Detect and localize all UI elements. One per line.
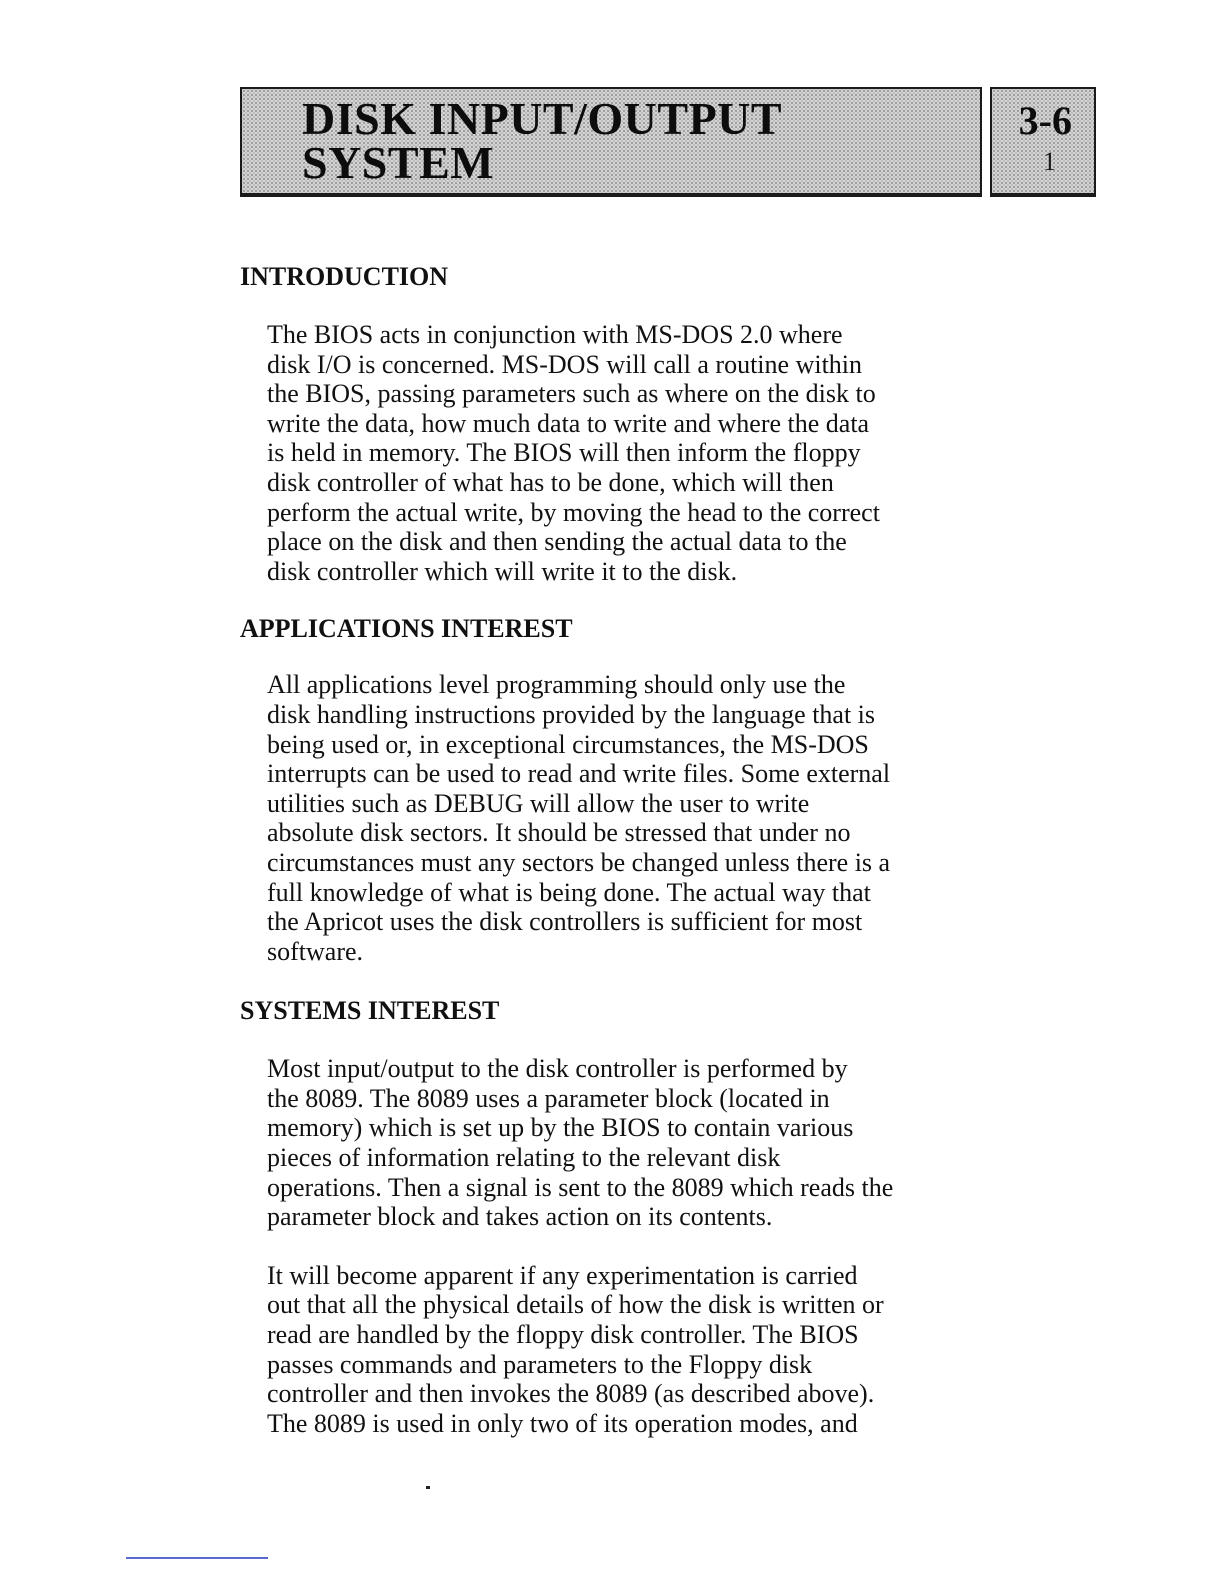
- footer-rule: [126, 1557, 268, 1559]
- text-line: All applications level programming should only use the: [267, 670, 846, 700]
- chapter-title-line-1: DISK INPUT/OUTPUT: [302, 93, 783, 144]
- text-line: the 8089. The 8089 uses a parameter block (located in: [267, 1083, 830, 1113]
- text-line: operations. Then a signal is sent to the 8089 which reads the: [267, 1172, 894, 1202]
- text-line: The 8089 is used in only two of its operation modes, and: [267, 1408, 858, 1438]
- scan-speck: [426, 1486, 430, 1489]
- text-line: read are handled by the floppy disk controller. The BIOS: [267, 1320, 859, 1350]
- heading-systems-interest: SYSTEMS INTEREST: [240, 996, 500, 1026]
- text-line: controller and then invokes the 8089 (as described above).: [267, 1379, 875, 1409]
- paragraph-applications-interest: [240, 670, 990, 966]
- heading-applications-interest: APPLICATIONS INTEREST: [240, 614, 573, 644]
- text-line: is held in memory. The BIOS will then inform the floppy: [267, 438, 861, 468]
- paragraph-systems-interest-2: [240, 1261, 990, 1439]
- section-number: 3-6: [1018, 98, 1072, 143]
- text-line: memory) which is set up by the BIOS to contain various: [267, 1113, 854, 1143]
- text-line: disk controller of what has to be done, which will then: [267, 467, 834, 497]
- page-number: 1: [1043, 147, 1056, 176]
- text-line: write the data, how much data to write and where the data: [267, 408, 870, 438]
- text-line: disk I/O is concerned. MS-DOS will call a routine within: [267, 349, 863, 379]
- text-line: absolute disk sectors. It should be stressed that under no: [267, 818, 851, 848]
- text-line: disk handling instructions provided by the language that is: [267, 699, 876, 729]
- text-line: place on the disk and then sending the actual data to the: [267, 527, 847, 557]
- text-line: Most input/output to the disk controller is performed by: [267, 1054, 848, 1084]
- text-line: interrupts can be used to read and write files. Some external: [267, 759, 891, 789]
- chapter-title-banner: [240, 87, 982, 195]
- text-line: full knowledge of what is being done. The actual way that: [267, 877, 871, 907]
- text-line: disk controller which will write it to the disk.: [267, 556, 738, 586]
- text-line: The BIOS acts in conjunction with MS-DOS 2.0 where: [267, 320, 843, 349]
- text-line: passes commands and parameters to the Floppy disk: [267, 1349, 813, 1379]
- paragraph-introduction: [240, 320, 990, 586]
- text-line: circumstances must any sectors be changed unless there is a: [267, 847, 891, 877]
- text-line: software.: [267, 936, 364, 966]
- text-line: the BIOS, passing parameters such as where on the disk to: [267, 379, 876, 409]
- page-body: [240, 262, 990, 1438]
- text-line: utilities such as DEBUG will allow the user to write: [267, 788, 810, 818]
- text-line: the Apricot uses the disk controllers is sufficient for most: [267, 907, 863, 937]
- text-line: pieces of information relating to the relevant disk: [267, 1143, 781, 1173]
- section-tab: [990, 87, 1096, 195]
- text-line: out that all the physical details of how the disk is written or: [267, 1290, 884, 1320]
- text-line: perform the actual write, by moving the head to the correct: [267, 497, 880, 527]
- chapter-title: [302, 93, 783, 188]
- heading-introduction: INTRODUCTION: [240, 262, 449, 291]
- text-line: being used or, in exceptional circumstances, the MS-DOS: [267, 729, 869, 759]
- chapter-title-line-2: SYSTEM: [302, 137, 495, 188]
- text-line: It will become apparent if any experimentation is carried: [267, 1260, 858, 1290]
- text-line: parameter block and takes action on its contents.: [267, 1202, 773, 1232]
- paragraph-systems-interest-1: [240, 1054, 990, 1232]
